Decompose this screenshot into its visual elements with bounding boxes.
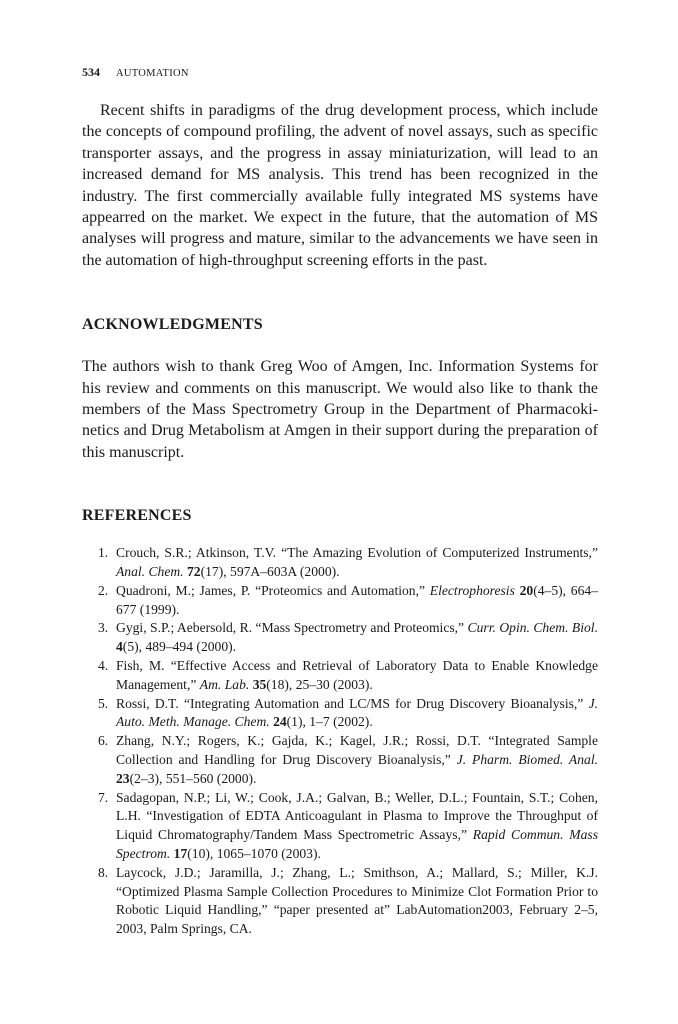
- acknowledgments-text: The authors wish to thank Greg Woo of Amgen, Inc. Information Systems for his review and comments on this manuscript. We would also like to thank the members of the Mass Spectrometry Group in the Department of Pharmacokinetics and Drug Metabolism at Amgen in their support during the preparation of this manuscript.: [82, 358, 598, 461]
- reference-item: 1. Crouch, S.R.; Atkinson, T.V. “The Amazing Evolution of Computerized Instruments,” Anal. Chem. 72(17), 597A–603A (2000).: [98, 545, 598, 580]
- intro-paragraph: Recent shifts in paradigms of the drug development process, which include the concepts of compound profiling, the advent of novel assays, such as specific transporter assays, and the progress in assay miniaturization, will lead to an increased demand for MS analysis. This trend has been recognized in the industry. The first commercially available fully integrated MS systems have appearred on the market. We expect in the future, that the automation of MS analyses will progress and mature, similar to the advancements we have seen in the automation of high-throughput screening efforts in the past.: [82, 102, 598, 269]
- reference-list: [82, 544, 598, 939]
- reference-item: 6. Zhang, N.Y.; Rogers, K.; Gajda, K.; Kagel, J.R.; Rossi, D.T. “Integrated Sample Collection and Handling for Drug Discovery Bioanalysis,” J. Pharm. Biomed. Anal. 23(2–3), 551–560 (2000).: [98, 733, 598, 786]
- reference-item: 2. Quadroni, M.; James, P. “Proteomics and Automation,” Electrophoresis 20(4–5), 664–677 (1999).: [98, 582, 598, 617]
- reference-item: 7. Sadagopan, N.P.; Li, W.; Cook, J.A.; Galvan, B.; Weller, D.L.; Fountain, S.T.; Cohen, L.H. “Investigation of EDTA Anticoagulant in Plasma to Improve the Throughput of Liquid Chromatography/Tandem Mass Spectrometric Assays,” Rapid Commun. Mass Spectrom. 17(10), 1065–1070 (2003).: [98, 789, 598, 862]
- reference-item: 8. Laycock, J.D.; Jaramilla, J.; Zhang, L.; Smithson, A.; Mallard, S.; Miller, K.J. “Optimized Plasma Sample Collection Procedures to Minimize Clot Formation Prior to Robotic Liquid Handling,” “paper presented at” LabAutomation2003, February 2–5, 2003, Palm Springs, CA.: [98, 864, 598, 937]
- reference-item: 5. Rossi, D.T. “Integrating Automation and LC/MS for Drug Discovery Bioanalysis,” J. Auto. Meth. Manage. Chem. 24(1), 1–7 (2002).: [98, 695, 598, 730]
- section-title: AUTOMATION: [116, 68, 189, 79]
- reference-item: 4. Fish, M. “Effective Access and Retrieval of Laboratory Data to Enable Knowledge Management,” Am. Lab. 35(18), 25–30 (2003).: [98, 658, 598, 692]
- acknowledgments-heading: ACKNOWLEDGMENTS: [82, 316, 263, 334]
- running-head: [82, 64, 598, 80]
- references-heading: REFERENCES: [82, 507, 192, 525]
- book-page: [82, 64, 598, 939]
- reference-item: 3. Gygi, S.P.; Aebersold, R. “Mass Spectrometry and Proteomics,” Curr. Opin. Chem. Biol. 4(5), 489–494 (2000).: [98, 620, 598, 655]
- page-number: 534: [82, 65, 100, 79]
